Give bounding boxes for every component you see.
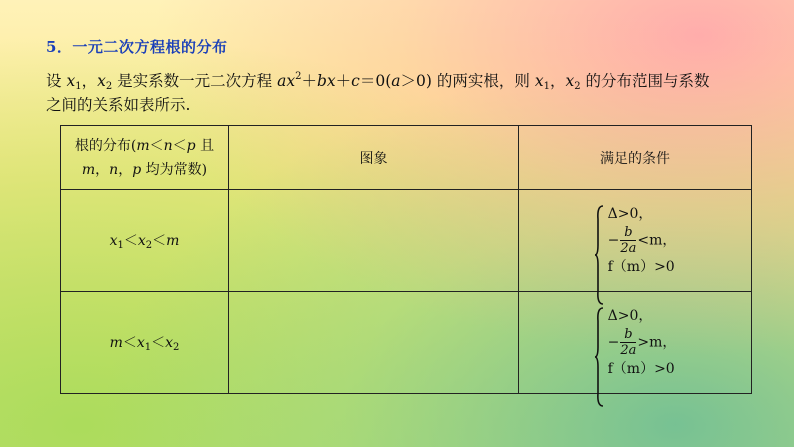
- root-distribution-table: [60, 125, 752, 394]
- table-row: [61, 292, 752, 394]
- condition-value: f（m）>0: [607, 259, 675, 275]
- header-graph: 图象: [229, 126, 519, 190]
- fraction: $\frac{b}{2a}$: [620, 225, 637, 256]
- intro-text: 的两实根，则: [436, 72, 530, 90]
- left-brace-icon: [594, 205, 604, 305]
- left-brace-icon: [594, 307, 604, 407]
- condition-system: [594, 305, 677, 380]
- intro-line-2: 之间的关系如表所示.: [46, 96, 191, 114]
- condition-system: [594, 203, 677, 278]
- condition-value: f（m）>0: [607, 361, 675, 377]
- intro-text: 的分布范围与系数: [585, 72, 710, 90]
- condition-discriminant: Δ>0，: [607, 206, 653, 222]
- conditions-cell: [519, 190, 752, 292]
- conditions-cell: [519, 292, 752, 394]
- table-header-row: [61, 126, 752, 190]
- section-heading: 5．一元二次方程根的分布: [46, 38, 228, 56]
- condition-axis: − $\frac{b}{2a}$ >m，: [607, 327, 677, 358]
- header-conditions: 满足的条件: [519, 126, 752, 190]
- intro-text: 设: [46, 72, 62, 90]
- distribution-cell: $x_1<x_2<m$: [61, 190, 229, 292]
- intro-text: 是实系数一元二次方程: [117, 72, 273, 90]
- intro-line-1: 设 $x_1$，$x_2$ 是实系数一元二次方程 $ax^2+bx+c=0(a>0)$ 的两实根，则 $x_1$，$x_2$ 的分布范围与系数: [46, 71, 710, 92]
- condition-discriminant: Δ>0，: [607, 308, 653, 324]
- graph-cell: [229, 190, 519, 292]
- distribution-cell: $m<x_1<x_2$: [61, 292, 229, 394]
- graph-cell: [229, 292, 519, 394]
- header-distribution: 根的分布(m＜n＜p 且 m，n，p 均为常数): [61, 126, 229, 190]
- fraction: $\frac{b}{2a}$: [620, 327, 637, 358]
- condition-axis: − $\frac{b}{2a}$ <m，: [607, 225, 677, 256]
- table-row: [61, 190, 752, 292]
